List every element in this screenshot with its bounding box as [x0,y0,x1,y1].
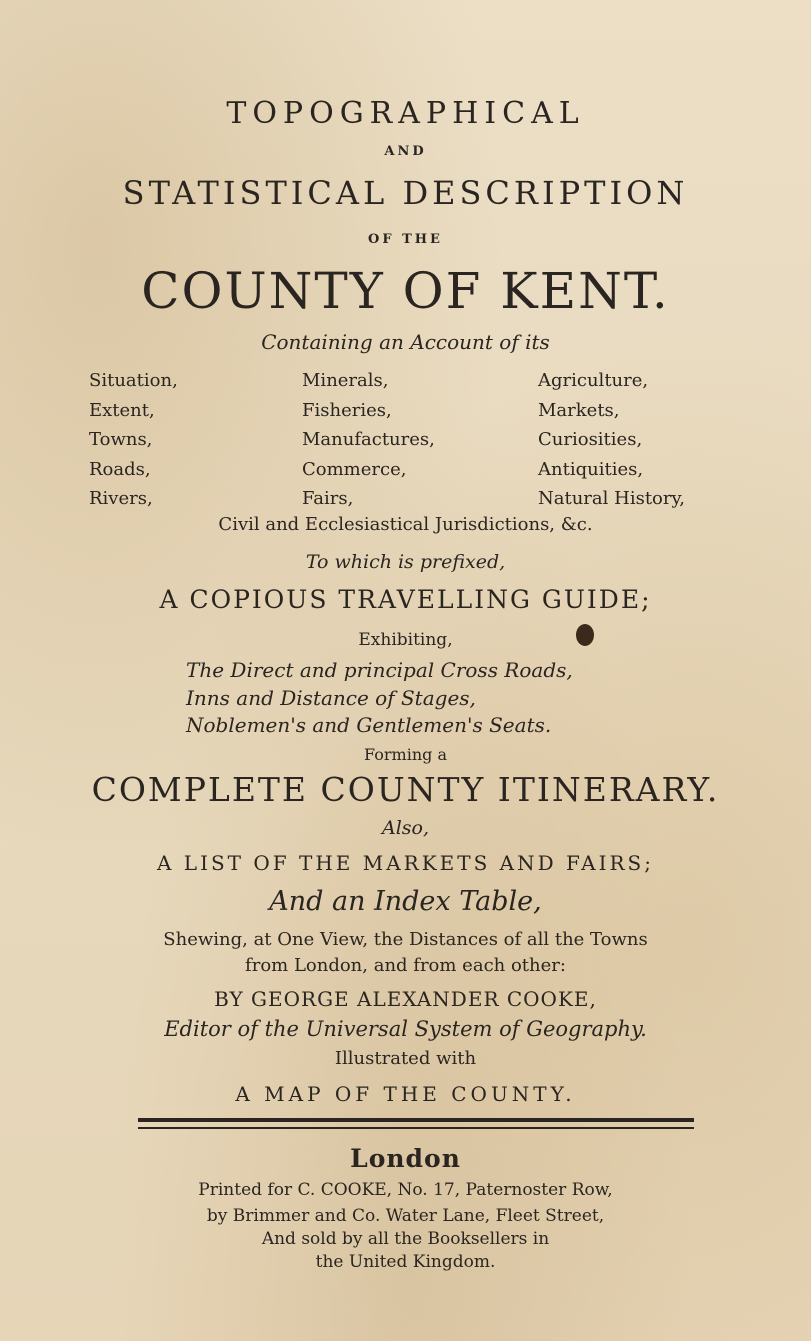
contents-item: Natural History, [538,488,685,509]
contents-item: Fisheries, [302,399,392,421]
contents-item: Antiquities, [538,458,644,480]
contents-item: Roads, [89,458,151,480]
imprint-line-3: And sold by all the Booksellers in [261,1229,550,1249]
title-of-the: OF THE [368,232,443,247]
contents-item: Rivers, [89,488,153,509]
contents-item: Agriculture, [538,370,649,391]
contents-item: Curiosities, [538,429,643,450]
title-and: AND [384,144,427,159]
contents-item: Commerce, [302,458,407,480]
contents-item: Markets, [538,399,620,421]
guide-item-roads: The Direct and principal Cross Roads, [186,658,573,682]
imprint-line-4: the United Kingdom. [315,1252,496,1272]
illustrated-line: Illustrated with [334,1048,477,1069]
contents-column-3 [538,366,685,514]
ink-blot [576,624,594,646]
shewing-line-1: Shewing, at One View, the Distances of all the Towns [163,929,648,950]
index-table-heading: And an Index Table, [269,886,542,917]
double-rule-thick [138,1118,694,1122]
map-line: A MAP OF THE COUNTY. [235,1082,576,1106]
contents-item: Extent, [89,399,155,421]
double-rule-thin [138,1127,694,1129]
editor-line: Editor of the Universal System of Geography. [164,1017,647,1041]
itinerary-heading: COMPLETE COUNTY ITINERARY. [91,770,720,809]
travelling-guide-heading: A COPIOUS TRAVELLING GUIDE; [159,585,652,614]
contents-item: Fairs, [302,488,354,509]
containing-heading: Containing an Account of its [261,330,550,354]
title-county: COUNTY OF KENT. [141,262,670,320]
markets-list-heading: A LIST OF THE MARKETS AND FAIRS; [157,851,654,875]
imprint-line-2: by Brimmer and Co. Water Lane, Fleet Street, [206,1206,605,1226]
guide-item-seats: Noblemen's and Gentlemen's Seats. [186,713,552,737]
author-line: BY GEORGE ALEXANDER COOKE, [214,987,597,1011]
title-line-1: TOPOGRAPHICAL [226,96,585,131]
contents-column-1 [89,366,178,514]
guide-item-inns: Inns and Distance of Stages, [186,686,476,710]
also-line: Also, [381,817,430,839]
imprint-city: London [350,1144,461,1173]
title-line-2: STATISTICAL DESCRIPTION [122,174,689,212]
contents-column-2 [302,366,435,514]
imprint-line-1: Printed for C. COOKE, No. 17, Paternoster Row, [198,1180,613,1200]
jurisdictions-line: Civil and Ecclesiastical Jurisdictions, &c. [218,514,593,535]
exhibiting-line: Exhibiting, [358,630,453,650]
forming-line: Forming a [364,745,447,764]
contents-item: Manufactures, [302,429,435,450]
contents-item: Towns, [89,429,153,450]
shewing-line-2: from London, and from each other: [245,955,566,976]
prefixed-line: To which is prefixed, [305,551,506,573]
contents-item: Minerals, [302,370,389,391]
contents-item: Situation, [89,370,178,391]
